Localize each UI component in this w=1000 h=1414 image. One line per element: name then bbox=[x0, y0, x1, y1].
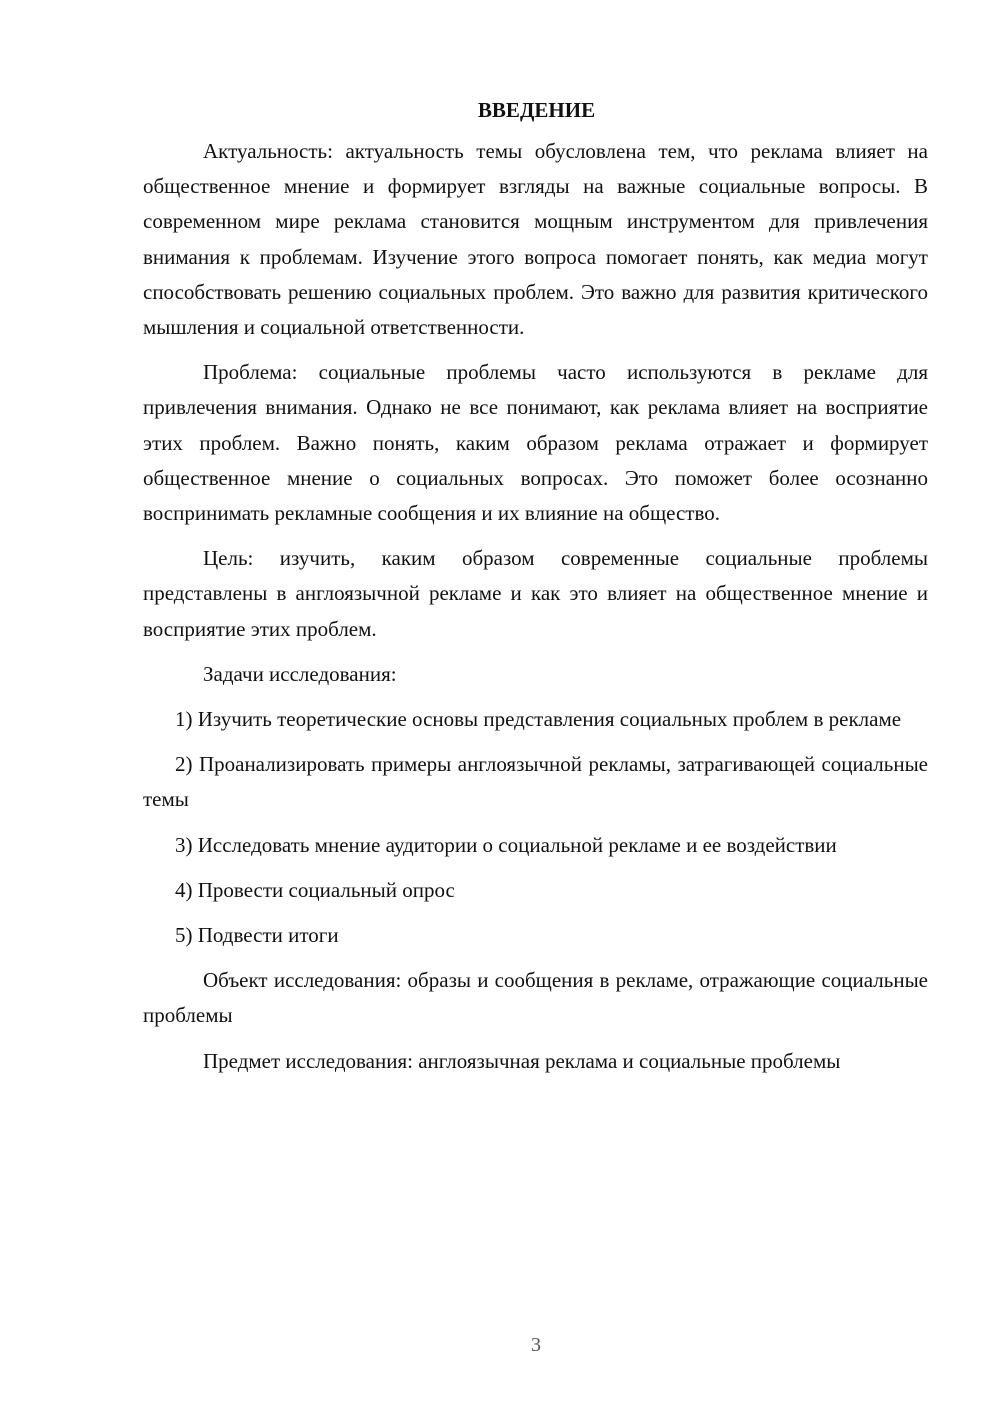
paragraph-goal: Цель: изучить, каким образом современные социальные проблемы представлены в англоязычной рекламе и как это влияет на общественное мнение и восприятие этих проблем. bbox=[143, 546, 928, 641]
task-item-4: 4) Провести социальный опрос bbox=[175, 877, 455, 902]
task-item-1: 1) Изучить теоретические основы представления социальных проблем в рекламе bbox=[175, 707, 902, 732]
paragraph-problem: Проблема: социальные проблемы часто используются в рекламе для привлечения внимания. Однако не все понимают, как реклама влияет на восприятие этих проблем. Важно понять, каким образом реклама отражает и формирует общественное мнение о социальных вопросах. Это поможет более осознанно воспринимать рекламные сообщения и их влияние на общество. bbox=[143, 360, 928, 526]
tasks-heading: Задачи исследования: bbox=[203, 661, 397, 686]
page-number: 3 bbox=[531, 1334, 541, 1356]
paragraph-relevance: Актуальность: актуальность темы обусловлена тем, что реклама влияет на общественное мнение и формирует взгляды на важные социальные вопросы. В современном мире реклама становится мощным инструментом для привлечения внимания к проблемам. Изучение этого вопроса помогает понять, как медиа могут способствовать решению социальных проблем. Это важно для развития критического мышления и социальной ответственности. bbox=[143, 139, 928, 340]
paragraph-subject: Предмет исследования: англоязычная реклама и социальные проблемы bbox=[203, 1048, 841, 1073]
paragraph-object: Объект исследования: образы и сообщения в рекламе, отражающие социальные проблемы bbox=[143, 968, 928, 1028]
task-item-3: 3) Исследовать мнение аудитории о социальной рекламе и ее воздействии bbox=[175, 832, 837, 857]
section-heading: ВВЕДЕНИЕ bbox=[477, 98, 596, 122]
task-item-2: 2) Проанализировать примеры англоязычной рекламы, затрагивающей социальные темы bbox=[143, 752, 928, 812]
document-body bbox=[143, 93, 928, 1079]
task-item-5: 5) Подвести итоги bbox=[175, 923, 339, 948]
